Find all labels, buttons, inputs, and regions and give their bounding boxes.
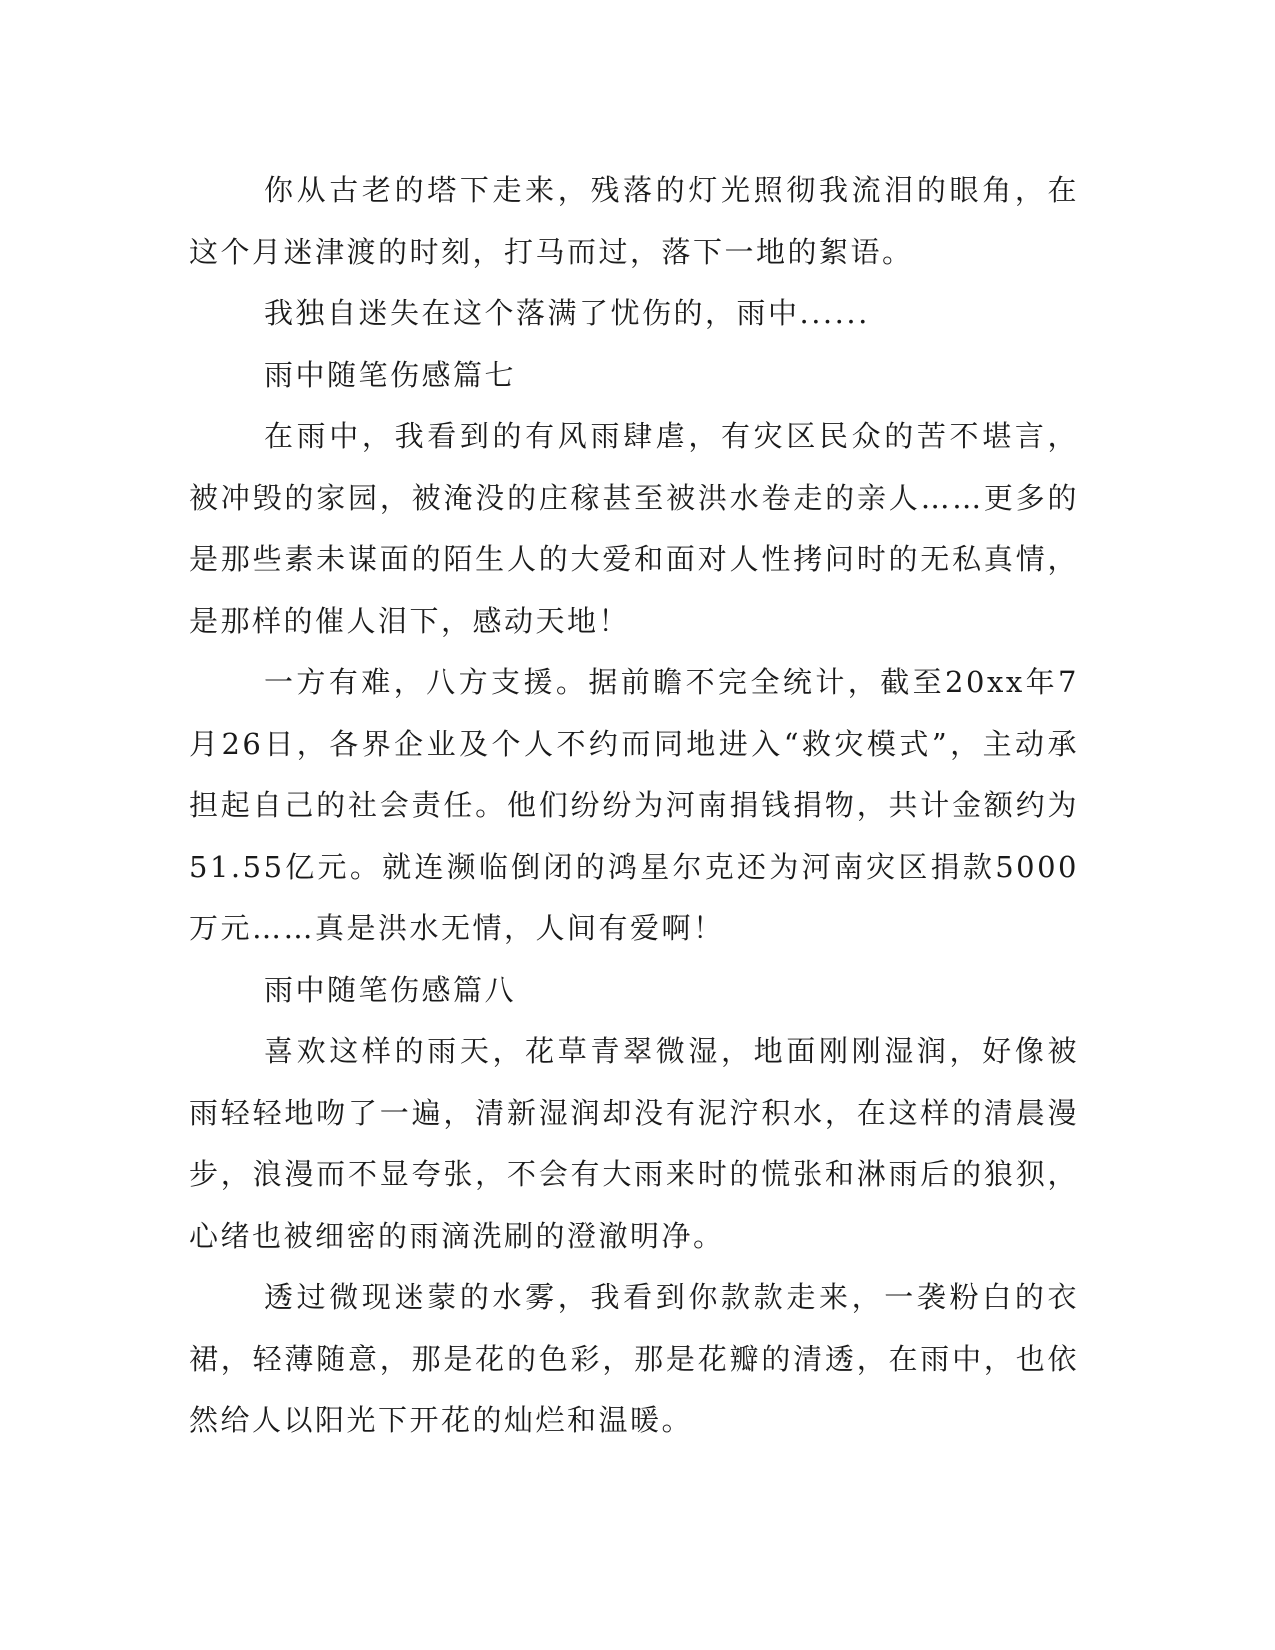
section-heading: 雨中随笔伤感篇八 xyxy=(264,972,517,1007)
paragraph: 在雨中，我看到的有风雨肆虐，有灾区民众的苦不堪言，被冲毁的家园，被淹没的庄稼甚至被洪水卷走的亲人……更多的是那些素未谋面的陌生人的大爱和面对人性拷问时的无私真情，是那样的催人泪下，感动天地！ xyxy=(189,419,1079,638)
paragraph: 透过微现迷蒙的水雾，我看到你款款走来，一袭粉白的衣裙，轻薄随意，那是花的色彩，那是花瓣的清透，在雨中，也依然给人以阳光下开花的灿烂和温暖。 xyxy=(189,1280,1079,1437)
document-body xyxy=(189,160,1079,1452)
section-heading: 雨中随笔伤感篇七 xyxy=(264,357,517,392)
paragraph: 喜欢这样的雨天，花草青翠微湿，地面刚刚湿润，好像被雨轻轻地吻了一遍，清新湿润却没有泥泞积水，在这样的清晨漫步，浪漫而不显夸张，不会有大雨来时的慌张和淋雨后的狼狈，心绪也被细密的雨滴洗刷的澄澈明净。 xyxy=(189,1034,1079,1253)
paragraph: 我独自迷失在这个落满了忧伤的，雨中...... xyxy=(264,296,870,330)
paragraph: 你从古老的塔下走来，残落的灯光照彻我流泪的眼角，在这个月迷津渡的时刻，打马而过，落下一地的絮语。 xyxy=(189,173,1079,269)
paragraph: 一方有难，八方支援。据前瞻不完全统计，截至20xx年7月26日，各界企业及个人不约而同地进入“救灾模式”，主动承担起自己的社会责任。他们纷纷为河南捐钱捐物，共计金额约为51.55亿元。就连濒临倒闭的鸿星尔克还为河南灾区捐款5000万元……真是洪水无情，人间有爱啊！ xyxy=(189,665,1079,945)
